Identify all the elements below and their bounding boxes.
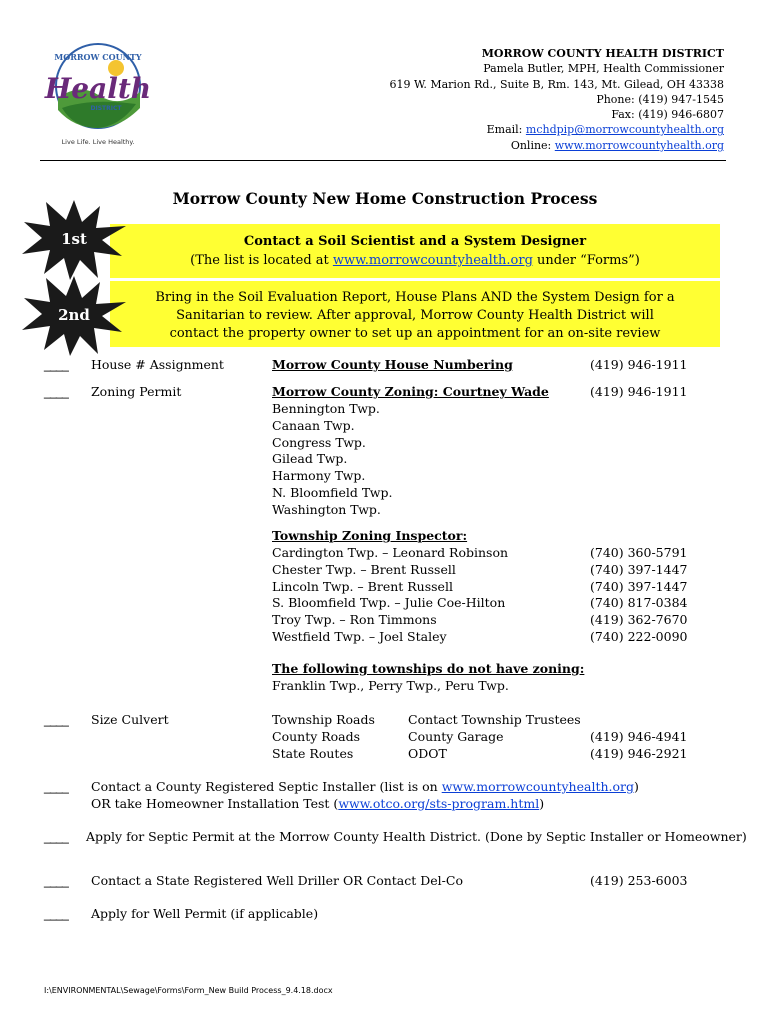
- email-label: Email:: [486, 123, 526, 137]
- installer-list-link[interactable]: www.morrowcountyhealth.org: [441, 779, 634, 794]
- step1-forms-link[interactable]: www.morrowcountyhealth.org: [332, 253, 533, 268]
- culvert-road: Township Roads: [272, 712, 375, 727]
- inspector-name: Lincoln Twp. – Brent Russell: [272, 578, 453, 594]
- online-label: Online:: [510, 138, 555, 152]
- zoned-township-list: [272, 401, 392, 519]
- checklist-blank[interactable]: ____: [44, 874, 68, 888]
- step2-line2: Sanitarian to review. After approval, Morrow County Health District will: [176, 308, 654, 323]
- logo-main-text: Health: [44, 72, 152, 105]
- header-divider: [40, 160, 726, 161]
- house-contact: Morrow County House Numbering: [272, 357, 513, 372]
- inspector-name: Troy Twp. – Ron Timmons: [272, 612, 437, 628]
- step2-badge-label: 2nd: [58, 306, 90, 324]
- step1-text-post: under “Forms”): [532, 253, 640, 268]
- online-line: [389, 138, 724, 153]
- checklist-blank[interactable]: ____: [44, 780, 68, 794]
- file-path-footer: I:\ENVIRONMENTAL\Sewage\Forms\Form_New Build Process_9.4.18.docx: [44, 986, 333, 995]
- installer-text2-end: ): [539, 795, 545, 811]
- step1-text-pre: (The list is located at: [190, 253, 333, 268]
- inspector-phone: (740) 817-0384: [590, 595, 688, 611]
- township-item: Bennington Twp.: [272, 401, 380, 416]
- inspector-name: S. Bloomfield Twp. – Julie Coe-Hilton: [272, 595, 506, 611]
- step1-highlight: [110, 224, 720, 278]
- step2-line3: contact the property owner to set up an appointment for an on-site review: [169, 326, 661, 341]
- logo-top-text: MORROW COUNTY: [54, 52, 142, 62]
- culvert-phone: (419) 946-4941: [590, 729, 688, 744]
- logo-sub-text: DISTRICT: [90, 105, 122, 112]
- step1-badge: [22, 200, 126, 280]
- culvert-phone-list: [590, 729, 687, 763]
- zoning-label: Zoning Permit: [91, 384, 182, 399]
- checklist-blank[interactable]: ____: [44, 830, 68, 844]
- inspector-phone: (740) 222-0090: [590, 628, 688, 644]
- culvert-phone: (419) 946-2921: [590, 745, 688, 761]
- step2-highlight: [110, 281, 720, 347]
- step1-line: [110, 251, 720, 270]
- sts-program-link[interactable]: www.otco.org/sts-program.html: [338, 795, 540, 811]
- installer-text1: Contact a County Registered Septic Installer (list is on: [91, 779, 442, 794]
- address: 619 W. Marion Rd., Suite B, Rm. 143, Mt. Gilead, OH 43338: [389, 77, 724, 91]
- township-item: Canaan Twp.: [272, 417, 355, 433]
- checklist-blank[interactable]: ____: [44, 358, 68, 372]
- inspector-phone: (740) 397-1447: [590, 561, 688, 577]
- installer-line2: [91, 796, 639, 813]
- website-link[interactable]: www.morrowcountyhealth.org: [554, 138, 724, 152]
- step2-badge: [22, 276, 126, 356]
- installer-line1: [91, 779, 639, 796]
- culvert-road-list: [272, 712, 375, 762]
- inspector-phone: (740) 397-1447: [590, 578, 688, 594]
- inspector-name: Westfield Twp. – Joel Staley: [272, 628, 447, 644]
- org-name: MORROW COUNTY HEALTH DISTRICT: [481, 47, 724, 60]
- inspector-name: Chester Twp. – Brent Russell: [272, 561, 456, 577]
- health-district-logo: [40, 38, 160, 150]
- inspector-heading: Township Zoning Inspector:: [272, 528, 468, 543]
- township-item: N. Bloomfield Twp.: [272, 484, 393, 500]
- inspector-name: Cardington Twp. – Leonard Robinson: [272, 545, 509, 560]
- no-zoning-list: Franklin Twp., Perry Twp., Peru Twp.: [272, 678, 509, 693]
- zoning-phone: (419) 946-1911: [590, 384, 688, 399]
- culvert-contact: Contact Township Trustees: [408, 712, 581, 727]
- inspector-phone-list: [590, 545, 687, 646]
- checklist-blank[interactable]: ____: [44, 385, 68, 399]
- culvert-contact-list: [408, 712, 581, 762]
- commissioner: Pamela Butler, MPH, Health Commissioner: [483, 62, 724, 76]
- inspector-phone: (419) 362-7670: [590, 612, 688, 628]
- checklist-blank[interactable]: ____: [44, 907, 68, 921]
- email-link[interactable]: mchdpip@morrowcountyhealth.org: [525, 123, 724, 137]
- township-item: Gilead Twp.: [272, 451, 348, 467]
- step2-line1: Bring in the Soil Evaluation Report, House Plans AND the System Design for a: [155, 290, 675, 305]
- zoning-contact: Morrow County Zoning: Courtney Wade: [272, 384, 549, 399]
- header-contact-block: [389, 46, 724, 153]
- checklist-blank[interactable]: ____: [44, 713, 68, 727]
- installer-block: [91, 779, 639, 813]
- logo-tagline: Live Life. Live Healthy.: [61, 138, 135, 146]
- email-line: [389, 122, 724, 137]
- culvert-road: County Roads: [272, 728, 361, 744]
- inspector-list: [272, 545, 508, 646]
- well-driller-phone: (419) 253-6003: [590, 873, 688, 888]
- septic-permit-text: Apply for Septic Permit at the Morrow County Health District. (Done by Septic Installer or Homeowner): [86, 829, 747, 844]
- installer-text1-end: ): [634, 779, 639, 794]
- phone: Phone: (419) 947-1545: [596, 92, 724, 106]
- house-label: House # Assignment: [91, 357, 224, 372]
- well-driller-text: Contact a State Registered Well Driller OR Contact Del-Co: [91, 873, 463, 888]
- township-item: Washington Twp.: [272, 501, 381, 517]
- step1-heading: Contact a Soil Scientist and a System Designer: [243, 234, 587, 249]
- page-title: Morrow County New Home Construction Process: [172, 189, 598, 208]
- culvert-contact: ODOT: [408, 745, 447, 761]
- house-phone: (419) 946-1911: [590, 357, 688, 372]
- township-item: Congress Twp.: [272, 434, 366, 450]
- installer-text2: OR take Homeowner Installation Test (: [91, 795, 339, 811]
- no-zoning-heading: The following townships do not have zoning:: [272, 661, 585, 676]
- culvert-label: Size Culvert: [91, 712, 169, 727]
- well-permit-text: Apply for Well Permit (if applicable): [91, 906, 319, 921]
- culvert-contact: County Garage: [408, 728, 504, 744]
- fax: Fax: (419) 946-6807: [611, 108, 724, 122]
- step1-badge-label: 1st: [61, 230, 87, 248]
- culvert-road: State Routes: [272, 745, 354, 761]
- township-item: Harmony Twp.: [272, 468, 366, 484]
- inspector-phone: (740) 360-5791: [590, 545, 688, 560]
